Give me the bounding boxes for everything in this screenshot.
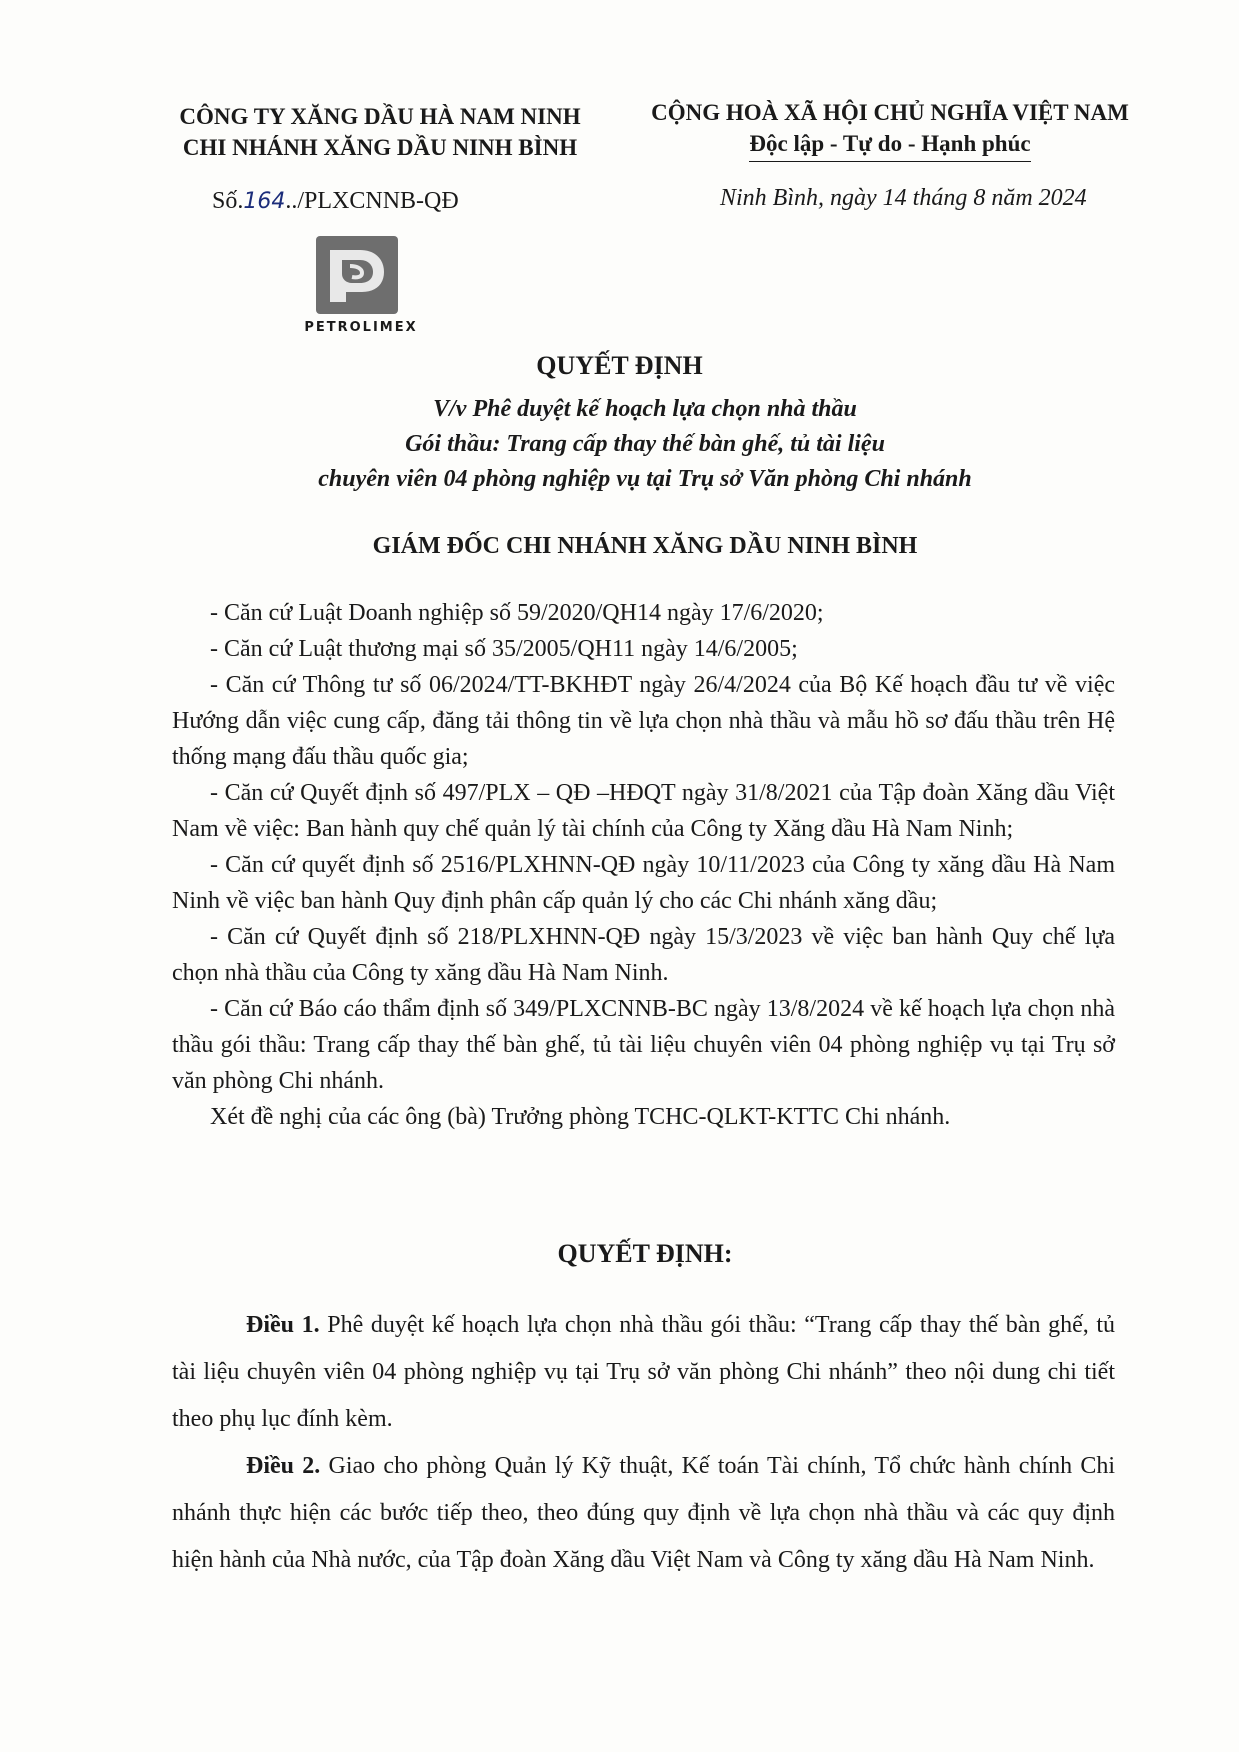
issuing-authority: GIÁM ĐỐC CHI NHÁNH XĂNG DẦU NINH BÌNH: [372, 533, 918, 559]
document-number-handwritten: 164: [243, 189, 286, 214]
subject-line: chuyên viên 04 phòng nghiệp vụ tại Trụ sở Văn phòng Chi nhánh: [318, 466, 972, 492]
document-title: QUYẾT ĐỊNH: [536, 351, 703, 380]
place-and-date: Ninh Bình, ngày 14 tháng 8 năm 2024: [720, 185, 1087, 211]
logo-wordmark: PETROLIMEX: [304, 320, 418, 335]
issuer-block: [150, 101, 610, 163]
branch-name: CHI NHÁNH XĂNG DẦU NINH BÌNH: [182, 135, 578, 160]
legal-basis-item: - Căn cứ Quyết định số 218/PLXHNN-QĐ ngày 15/3/2023 về việc ban hành Quy chế lựa chọn nhà thầu của Công ty xăng dầu Hà Nam Ninh.: [172, 924, 1115, 986]
national-header: [620, 97, 1160, 159]
national-title: CỘNG HOÀ XÃ HỘI CHỦ NGHĨA VIỆT NAM: [651, 100, 1129, 125]
article-2-label: Điều 2.: [246, 1453, 321, 1479]
legal-basis-item: - Căn cứ Báo cáo thẩm định số 349/PLXCNNB-BC ngày 13/8/2024 về kế hoạch lựa chọn nhà thầu gói thầu: Trang cấp thay thế bàn ghế, tủ tài liệu chuyên viên 04 phòng nghiệp vụ tại Trụ sở văn phòng Chi nhánh.: [172, 996, 1115, 1094]
articles-section: [172, 1302, 1115, 1584]
subject-line: V/v Phê duyệt kế hoạch lựa chọn nhà thầu: [433, 396, 857, 422]
article-2-text: Giao cho phòng Quản lý Kỹ thuật, Kế toán Tài chính, Tổ chức hành chính Chi nhánh thực hiện các bước tiếp theo, theo đúng quy định về lựa chọn nhà thầu và các quy định hiện hành của Nhà nước, của Tập đoàn Xăng dầu Việt Nam và Công ty xăng dầu Hà Nam Ninh.: [172, 1453, 1116, 1573]
document-number-prefix: Số.: [212, 188, 244, 214]
legal-basis-item: - Căn cứ Thông tư số 06/2024/TT-BKHĐT ngày 26/4/2024 của Bộ Kế hoạch đầu tư về việc Hướng dẫn việc cung cấp, đăng tải thông tin về lựa chọn nhà thầu và mẫu hồ sơ đấu thầu trên Hệ thống mạng đấu thầu quốc gia;: [172, 672, 1115, 770]
document-subject: [150, 392, 1140, 497]
article-1-text: Phê duyệt kế hoạch lựa chọn nhà thầu gói thầu: “Trang cấp thay thế bàn ghế, tủ tài liệu chuyên viên 04 phòng nghiệp vụ tại Trụ sở văn phòng Chi nhánh” theo nội dung chi tiết theo phụ lục đính kèm.: [172, 1312, 1116, 1432]
parent-company-name: CÔNG TY XĂNG DẦU HÀ NAM NINH: [179, 104, 581, 129]
legal-basis-list: [172, 595, 1115, 1135]
legal-basis-item: - Căn cứ Luật thương mại số 35/2005/QH11 ngày 14/6/2005;: [210, 636, 798, 662]
national-motto: Độc lập - Tự do - Hạnh phúc: [749, 128, 1030, 159]
document-number: [212, 188, 459, 215]
legal-basis-item: - Căn cứ Quyết định số 497/PLX – QĐ –HĐQT ngày 31/8/2021 của Tập đoàn Xăng dầu Việt Nam về việc: Ban hành quy chế quản lý tài chính của Công ty Xăng dầu Hà Nam Ninh;: [172, 780, 1115, 842]
document-number-suffix: ../PLXCNNB-QĐ: [285, 188, 459, 214]
article-1-label: Điều 1.: [246, 1312, 320, 1338]
petrolimex-logo-icon: [316, 236, 398, 314]
petrolimex-logo: [316, 236, 398, 314]
article-1: [172, 1302, 1115, 1443]
subject-line: Gói thầu: Trang cấp thay thế bàn ghế, tủ tài liệu: [405, 431, 885, 457]
legal-basis-item: - Căn cứ Luật Doanh nghiệp số 59/2020/QH14 ngày 17/6/2020;: [210, 600, 824, 626]
proposal-note: Xét đề nghị của các ông (bà) Trưởng phòng TCHC-QLKT-KTTC Chi nhánh.: [210, 1104, 951, 1130]
decision-heading: QUYẾT ĐỊNH:: [557, 1239, 733, 1268]
article-2: [172, 1443, 1115, 1584]
legal-basis-item: - Căn cứ quyết định số 2516/PLXHNN-QĐ ngày 10/11/2023 của Công ty xăng dầu Hà Nam Ninh về việc ban hành Quy định phân cấp quản lý cho các Chi nhánh xăng dầu;: [172, 852, 1115, 914]
